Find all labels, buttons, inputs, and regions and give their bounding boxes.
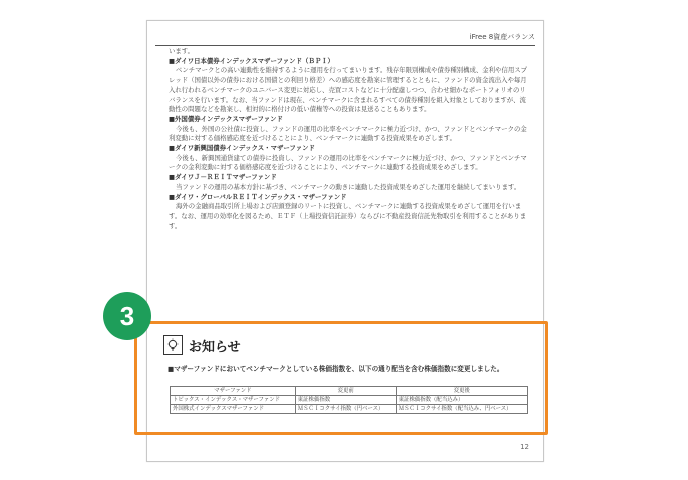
lightbulb-icon — [163, 335, 183, 355]
table-header-cell: 変更前 — [295, 387, 396, 396]
fund-body-jreit: 当ファンドの運用の基本方針に基づき、ベンチマークの動きに連動した投資成果をめざした運用を継続してまいります。 — [176, 182, 521, 191]
table-cell: トピックス・インデックス・マザーファンド — [171, 396, 296, 405]
table-cell: 外国株式インデックスマザーファンド — [171, 405, 296, 414]
fund-body-jp-bond: ベンチマークとの高い連動性を維持するように運用を行ってまいります。残存年限別構成や債券種別構成、金利や信用スプレッド（国債以外の債券における国債との利回り格差）への感応度を勘案に管理するとともに、ファンドの資金流出入や毎月入れ行われるベンチマークのユニバース変更に対応し、売買コストなどに十分配慮しつつ、合わせ細かなポートフォリオのリバランスを行います。なお、当ファンドは現在、ベンチマークに含まれるすべての債券種別を組入対象としておりますが、流動性の問題などを勘案し、相対的に格付けの低い債権等への投資は見送ることもあります。 — [169, 66, 528, 114]
table-header-row — [171, 387, 528, 396]
fund-heading-em-bond: ■ダイワ新興国債券インデックス・マザーファンド — [169, 144, 315, 153]
fund-heading-foreign-bond: ■外国債券インデックスマザーファンド — [169, 114, 283, 123]
fund-heading-jreit: ■ダイワＪ－ＲＥＩＴマザーファンド — [169, 173, 277, 182]
page-number: 12 — [520, 443, 529, 451]
table-cell: ＭＳＣＩコクサイ指数（配当込み、円ベース） — [396, 405, 527, 414]
page-content — [169, 47, 531, 231]
fund-body-foreign-bond: 今後も、外国の公社債に投資し、ファンドの運用の比率をベンチマークに極力近づけ、かつ、ファンドとベンチマークの金利変動に対する価格感応度を近づけることにより、ベンチマークに連動する投資成果をめざします。 — [169, 124, 527, 143]
notice-text: ■マザーファンドにおいてベンチマークとしている株価指数を、以下の通り配当を含む株価指数に変更しました。 — [168, 365, 504, 373]
table-row — [171, 405, 528, 414]
table-cell: 東証株価指数 — [295, 396, 396, 405]
notice-title: お知らせ — [189, 339, 241, 355]
step-badge: 3 — [103, 292, 151, 340]
fund-body-em-bond: 今後も、新興国通貨建ての債券に投資し、ファンドの運用の比率をベンチマークに極力近づけ、かつ、ファンドとベンチマークの金利変動に対する価格感応度を近づけることにより、ベンチマークに連動する投資成果をめざします。 — [169, 153, 527, 172]
fund-body-global-reit: 海外の金融商品取引所上場および店頭登録のリートに投資し、ベンチマークに連動する投資成果をめざして運用を行います。なお、運用の効率化を図るため、ＥＴＦ（上場投資信託証券）ならびに不動産投資信託先物取引を利用することがあります。 — [169, 202, 527, 230]
table-row — [171, 396, 528, 405]
continued-text: います。 — [169, 47, 195, 55]
table-cell: ＭＳＣＩコクサイ指数（円ベース） — [295, 405, 396, 414]
running-header: iFree 8資産バランス — [155, 31, 535, 46]
fund-heading-jp-bond: ■ダイワ日本債券インデックスマザーファンド（ＢＰＩ） — [169, 56, 334, 65]
index-change-table — [170, 386, 528, 414]
table-header-cell: マザーファンド — [171, 387, 296, 396]
table-cell: 東証株価指数（配当込み） — [396, 396, 527, 405]
table-header-cell: 変更後 — [396, 387, 527, 396]
notice-title-row — [163, 333, 241, 357]
fund-heading-global-reit: ■ダイワ・グローバルＲＥＩＴインデックス・マザーファンド — [169, 192, 347, 201]
